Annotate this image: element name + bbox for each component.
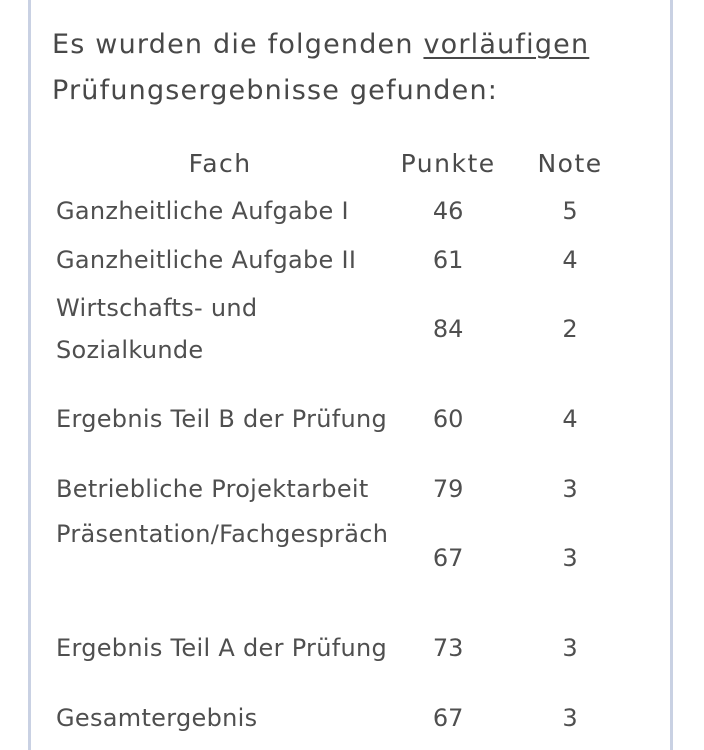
heading-line2: Prüfungsergebnisse gefunden:	[52, 75, 499, 106]
frame-right-border	[670, 0, 673, 750]
row-note: 3	[562, 634, 578, 662]
row-note: 4	[562, 245, 578, 274]
results-panel	[31, 0, 670, 750]
row-note: 3	[562, 703, 578, 732]
row-punkte: 61	[432, 245, 464, 274]
row-fach: Ergebnis Teil B der Prüfung	[56, 405, 388, 433]
heading-prefix: Es wurden die folgenden	[52, 29, 424, 60]
row-fach: Gesamtergebnis	[56, 703, 258, 732]
table-row	[52, 186, 632, 235]
row-note: 5	[562, 196, 578, 225]
heading-provisional-link[interactable]: vorläufigen	[423, 29, 590, 60]
results-heading	[52, 22, 662, 114]
table-header-row	[52, 140, 632, 186]
table-row	[52, 464, 632, 513]
header-note: Note	[537, 148, 603, 178]
table-row	[52, 284, 632, 374]
table-row	[52, 603, 632, 693]
results-table	[52, 140, 632, 742]
row-punkte: 67	[432, 544, 464, 572]
row-fach: Ganzheitliche Aufgabe II	[56, 245, 357, 274]
row-fach: Ergebnis Teil A der Prüfung	[56, 634, 388, 662]
table-row	[52, 513, 632, 603]
header-fach: Fach	[188, 148, 252, 178]
row-punkte: 84	[432, 315, 464, 343]
table-row	[52, 235, 632, 284]
row-note: 3	[562, 474, 578, 503]
row-punkte: 60	[432, 405, 464, 433]
row-punkte: 79	[432, 474, 464, 503]
row-punkte: 73	[432, 634, 464, 662]
row-note: 3	[562, 544, 578, 572]
row-fach: Präsentation/Fachgespräch	[56, 520, 389, 548]
row-note: 4	[562, 405, 578, 433]
row-punkte: 46	[432, 196, 464, 225]
row-note: 2	[562, 315, 578, 343]
row-fach: Betriebliche Projektarbeit	[56, 474, 369, 503]
table-row	[52, 693, 632, 742]
table-row	[52, 374, 632, 464]
header-punkte: Punkte	[400, 148, 496, 178]
row-fach: Ganzheitliche Aufgabe I	[56, 196, 349, 225]
row-fach: Wirtschafts- und Sozialkunde	[56, 294, 258, 364]
row-punkte: 67	[432, 703, 464, 732]
